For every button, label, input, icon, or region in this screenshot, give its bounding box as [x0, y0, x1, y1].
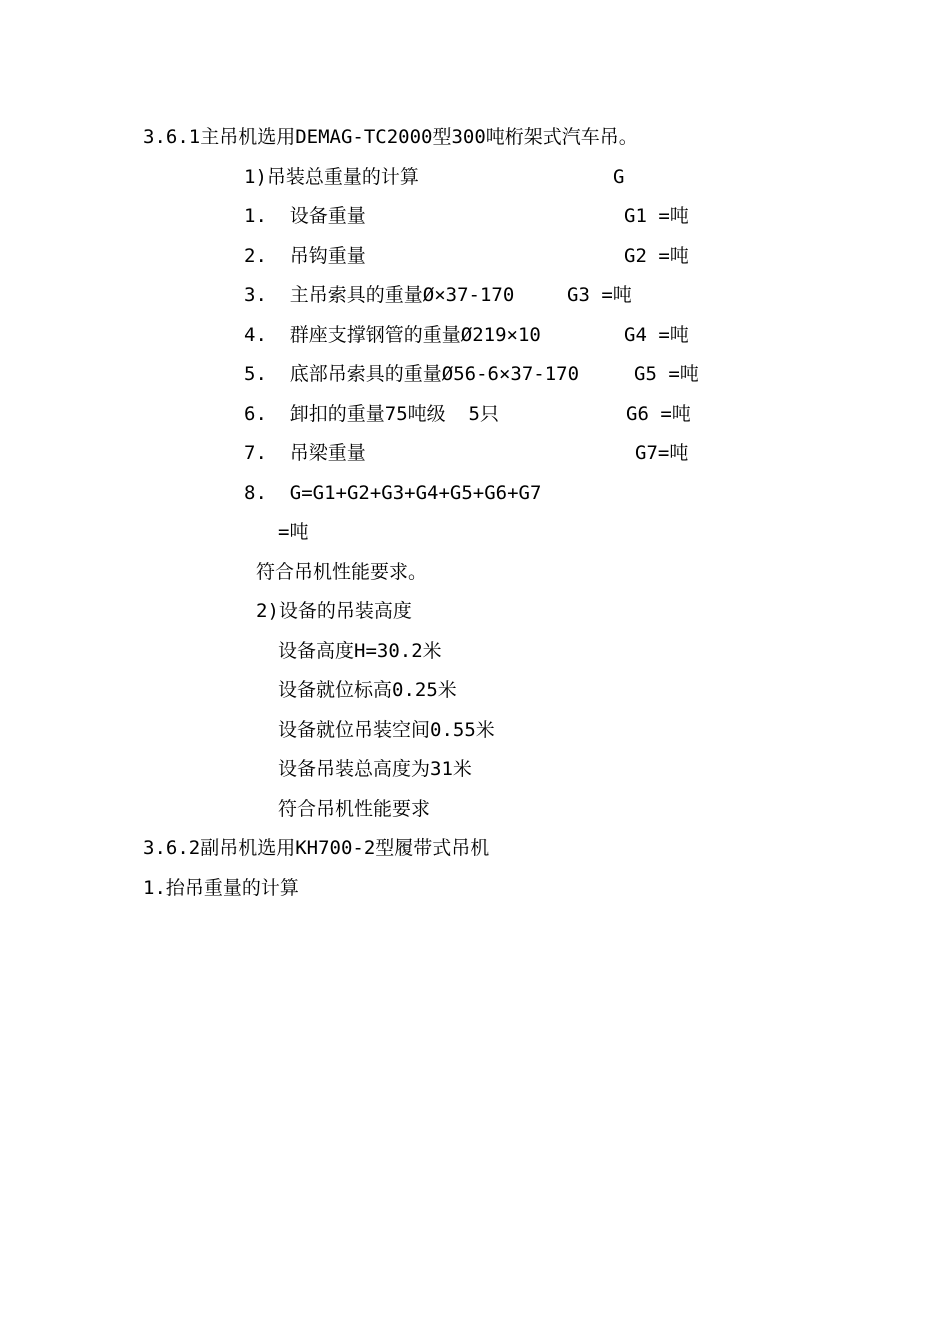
lift-weight-heading: 1.抬吊重量的计算 — [143, 877, 299, 899]
section-3-6-2-title: 3.6.2副吊机选用KH700-2型履带式吊机 — [143, 837, 490, 859]
weight-item-value: G3 =吨 — [567, 284, 632, 306]
weight-item-label: 4. 群座支撑钢管的重量Ø219×10 — [244, 324, 541, 346]
height-line: 符合吊机性能要求 — [278, 798, 431, 820]
weight-total-result: =吨 — [278, 521, 309, 543]
weight-conclusion: 符合吊机性能要求。 — [256, 561, 428, 583]
height-line: 设备吊装总高度为31米 — [278, 758, 472, 780]
section-3-6-1-title: 3.6.1主吊机选用DEMAG-TC2000型300吨桁架式汽车吊。 — [143, 126, 638, 148]
weight-item-value: G5 =吨 — [634, 363, 699, 385]
weight-item-label: 5. 底部吊索具的重量Ø56-6×37-170 — [244, 363, 580, 385]
weight-item-label: 6. 卸扣的重量75吨级 5只 — [244, 403, 499, 425]
weight-item-label: 1. 设备重量 — [244, 205, 366, 227]
height-line: 设备就位标高0.25米 — [278, 679, 457, 701]
weight-calc-heading: 1)吊装总重量的计算 — [244, 166, 419, 188]
weight-item-value: G7=吨 — [635, 442, 689, 464]
height-calc-heading: 2)设备的吊装高度 — [256, 600, 412, 622]
weight-item-label: 2. 吊钩重量 — [244, 245, 366, 267]
weight-item-label: 3. 主吊索具的重量Ø×37-170 — [244, 284, 515, 306]
height-line: 设备高度H=30.2米 — [278, 640, 442, 662]
weight-item-label: 7. 吊梁重量 — [244, 442, 366, 464]
weight-calc-symbol: G — [613, 166, 625, 188]
weight-item-value: G2 =吨 — [624, 245, 689, 267]
weight-item-label: 8. G=G1+G2+G3+G4+G5+G6+G7 — [244, 482, 542, 504]
weight-item-value: G6 =吨 — [626, 403, 691, 425]
weight-item-value: G4 =吨 — [624, 324, 689, 346]
height-line: 设备就位吊装空间0.55米 — [278, 719, 495, 741]
weight-item-value: G1 =吨 — [624, 205, 689, 227]
